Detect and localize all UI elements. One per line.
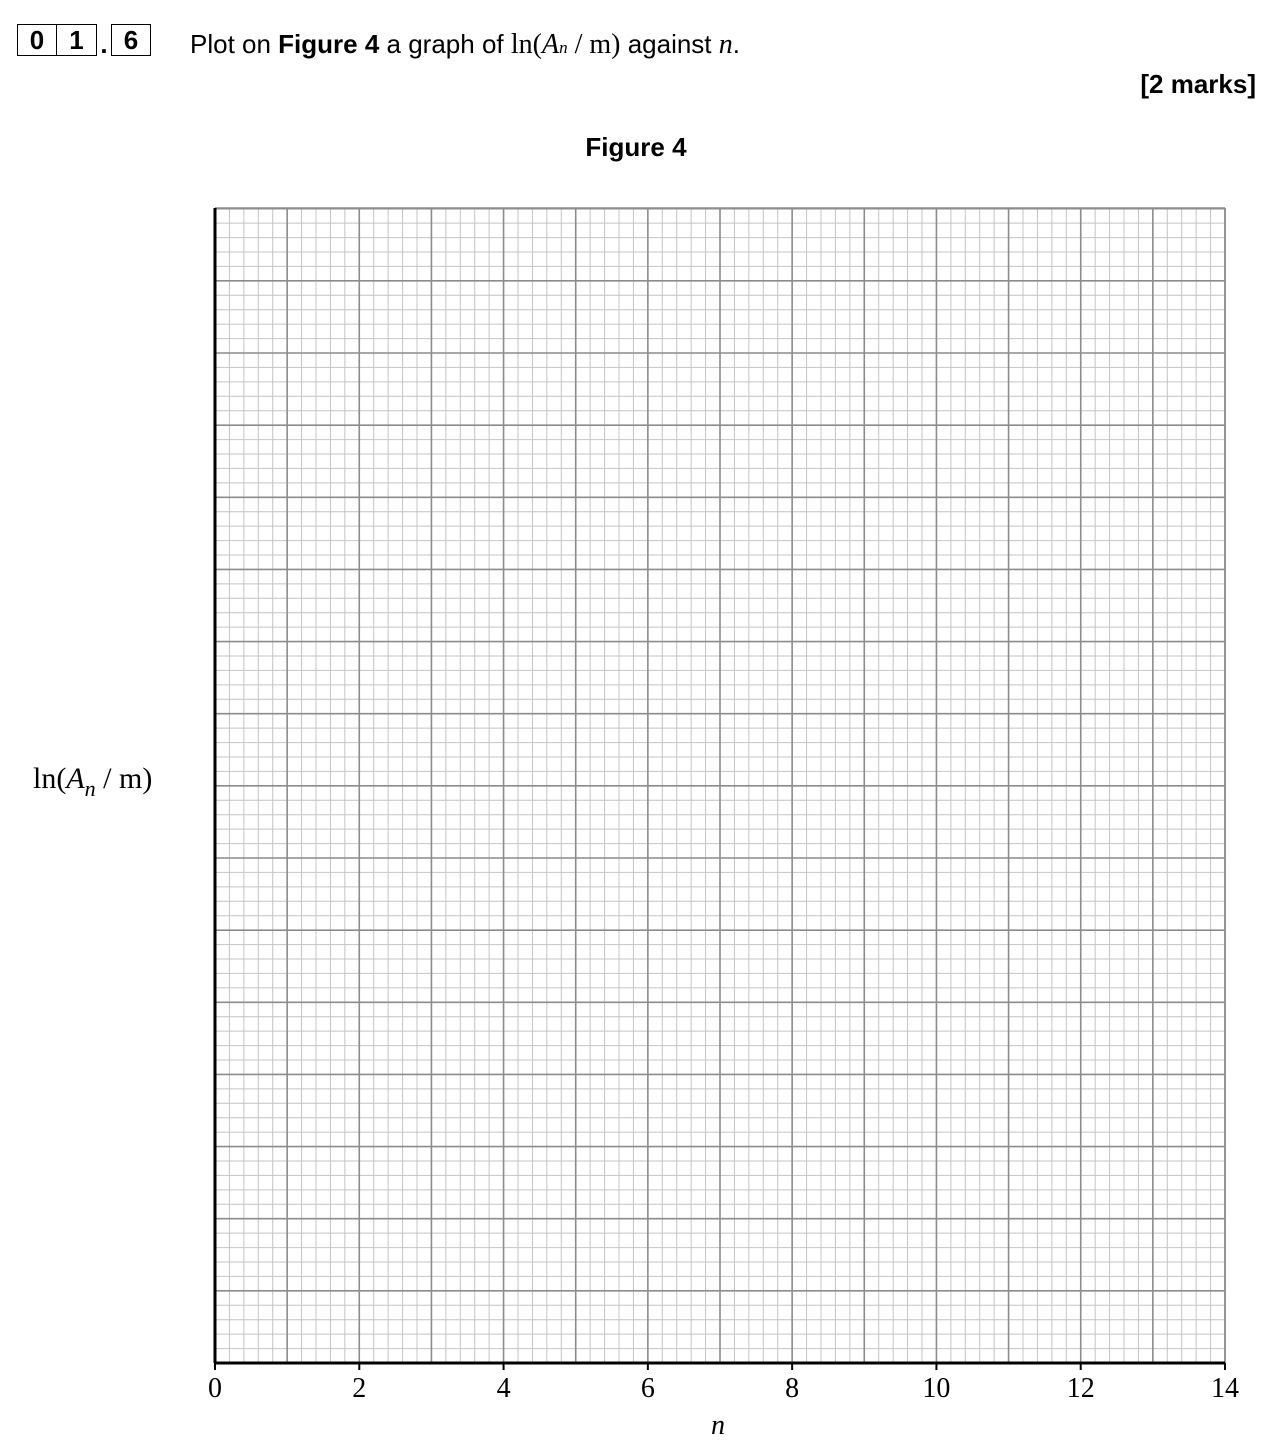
y-label-pre: ln( [33,762,67,795]
prompt-text: a graph of [379,29,511,59]
prompt-text: against [620,29,719,59]
figure-title: Figure 4 [585,132,687,162]
prompt-math-var: A [541,29,560,60]
x-axis-label: n [711,1410,725,1441]
prompt-math-pre: ln( [510,29,542,60]
x-tick-label: 14 [1211,1373,1239,1404]
question-digit-box: 0 [17,24,57,56]
x-tick-label: 8 [785,1373,800,1404]
prompt-math-post: / m) [567,29,621,60]
x-tick-label: 4 [496,1373,511,1404]
marks-label: [2 marks] [1140,69,1256,99]
y-label-sub: n [84,776,96,801]
x-tick-label: 2 [352,1373,367,1404]
prompt-math-sub: n [559,38,568,57]
question-separator: . [100,29,108,59]
x-tick-label: 10 [922,1373,951,1404]
x-tick-label: 0 [208,1373,222,1404]
prompt-text: Plot on [190,29,279,59]
question-digit-box: 6 [111,24,151,56]
x-tick-label: 12 [1066,1373,1095,1404]
prompt-figure-ref: Figure 4 [278,29,380,59]
y-label-var: A [66,762,85,795]
question-digit-box: 1 [57,24,97,56]
x-tick-label: 6 [640,1373,655,1404]
prompt-var: n [718,29,733,60]
y-label-post: / m) [95,762,153,795]
prompt-end: . [732,29,740,59]
